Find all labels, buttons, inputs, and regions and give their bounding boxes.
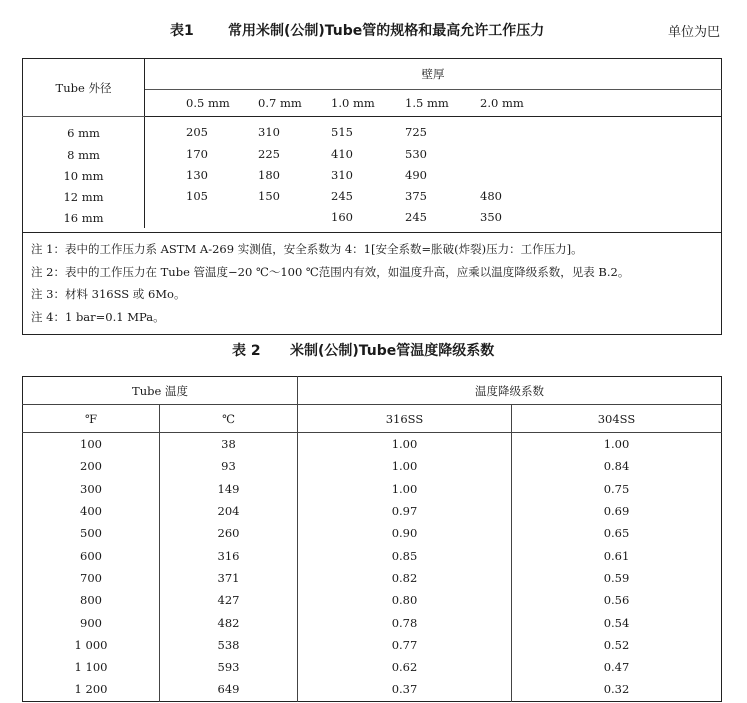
celsius-cell: 316 — [160, 544, 298, 566]
pressure-value: 150 — [258, 188, 280, 203]
col-celsius: ℃ — [160, 405, 298, 433]
factor-304ss-cell: 0.59 — [603, 570, 630, 585]
wall-thickness-label: 1.5 mm — [405, 96, 449, 110]
celsius-cell: 93 — [160, 455, 298, 477]
celsius-cell: 538 — [160, 634, 298, 656]
factor-304ss-cell: 0.61 — [603, 548, 630, 563]
pressure-value: 205 — [186, 124, 208, 139]
factor-304ss-cell: 0.47 — [603, 660, 630, 675]
factor-316ss-cell: 0.62 — [298, 656, 512, 678]
col-304ss: 304SS — [512, 405, 722, 433]
note-4: 注 4：1 bar=0.1 MPa。 — [31, 309, 165, 324]
pressure-value: 375 — [405, 188, 427, 203]
table1-title-row — [0, 20, 747, 42]
factor-304ss-cell: 0.32 — [603, 682, 630, 697]
pressure-value: 530 — [405, 146, 427, 161]
pressure-value: 160 — [331, 209, 353, 224]
fahrenheit-cell: 100 — [23, 433, 160, 456]
wall-thickness-row — [145, 90, 722, 117]
pressure-value: 225 — [258, 146, 280, 161]
fahrenheit-cell: 800 — [23, 589, 160, 611]
table2-row — [23, 611, 722, 633]
od-header: Tube 外径 — [23, 59, 145, 117]
pressure-value: 245 — [405, 209, 427, 224]
table1 — [22, 58, 722, 335]
pressure-value: 170 — [186, 146, 208, 161]
pressure-value: 130 — [186, 167, 208, 182]
wall-thickness-label: 2.0 mm — [480, 96, 524, 110]
note-2: 注 2：表中的工作压力在 Tube 管温度−20 ℃～100 ℃范围内有效，如温度升高，应乘以温度降级系数，见表 B.2。 — [31, 264, 630, 279]
factor-304ss-cell: 1.00 — [603, 437, 630, 452]
fahrenheit-cell: 1 200 — [23, 678, 160, 701]
wall-header: 壁厚 — [145, 59, 722, 90]
celsius-cell: 260 — [160, 522, 298, 544]
factor-316ss-cell: 0.78 — [298, 611, 512, 633]
table2-row — [23, 433, 722, 456]
pressure-value: 350 — [480, 209, 502, 224]
table2-row — [23, 522, 722, 544]
factor-header: 温度降级系数 — [298, 377, 722, 405]
table2-title-row — [0, 340, 747, 362]
celsius-cell: 149 — [160, 478, 298, 500]
table1-row — [23, 165, 722, 186]
factor-304ss-cell: 0.54 — [603, 615, 630, 630]
fahrenheit-cell: 700 — [23, 567, 160, 589]
temp-header: Tube 温度 — [23, 377, 298, 405]
fahrenheit-cell: 1 100 — [23, 656, 160, 678]
table2-row — [23, 678, 722, 701]
fahrenheit-cell: 200 — [23, 455, 160, 477]
od-cell: 6 mm — [23, 117, 145, 145]
col-fahrenheit: ℉ — [23, 405, 160, 433]
table2-label: 表 2 — [232, 343, 261, 359]
table2-row — [23, 589, 722, 611]
table1-title: 常用米制(公制)Tube管的规格和最高允许工作压力 — [228, 23, 545, 39]
fahrenheit-cell: 1 000 — [23, 634, 160, 656]
od-cell: 10 mm — [23, 165, 145, 186]
fahrenheit-cell: 400 — [23, 500, 160, 522]
wall-thickness-label: 0.5 mm — [186, 96, 230, 110]
factor-316ss-cell: 0.77 — [298, 634, 512, 656]
factor-316ss-cell: 1.00 — [298, 433, 512, 456]
table1-unit: 单位为巴 — [667, 25, 720, 40]
table2-row — [23, 656, 722, 678]
od-cell: 12 mm — [23, 186, 145, 207]
factor-316ss-cell: 0.90 — [298, 522, 512, 544]
notes — [23, 233, 722, 335]
pressure-value: 515 — [331, 124, 353, 139]
factor-304ss-cell: 0.56 — [603, 593, 630, 608]
pressure-value: 180 — [258, 167, 280, 182]
celsius-cell: 204 — [160, 500, 298, 522]
factor-304ss-cell: 0.84 — [603, 459, 630, 474]
od-cell: 16 mm — [23, 207, 145, 228]
pressure-value: 105 — [186, 188, 208, 203]
factor-316ss-cell: 0.80 — [298, 589, 512, 611]
table2-title: 米制(公制)Tube管温度降级系数 — [290, 343, 495, 359]
wall-thickness-label: 1.0 mm — [331, 96, 375, 110]
table2-row — [23, 544, 722, 566]
celsius-cell: 371 — [160, 567, 298, 589]
table2-row — [23, 455, 722, 477]
od-cell: 8 mm — [23, 144, 145, 165]
table1-row — [23, 117, 722, 145]
factor-316ss-cell: 0.82 — [298, 567, 512, 589]
factor-304ss-cell: 0.75 — [603, 481, 630, 496]
table2-row — [23, 567, 722, 589]
factor-316ss-cell: 1.00 — [298, 455, 512, 477]
pressure-value: 310 — [331, 167, 353, 182]
table2 — [22, 376, 722, 702]
factor-316ss-cell: 0.85 — [298, 544, 512, 566]
table1-row — [23, 144, 722, 165]
factor-316ss-cell: 0.97 — [298, 500, 512, 522]
table1-label: 表1 — [170, 23, 194, 39]
pressure-value: 310 — [258, 124, 280, 139]
fahrenheit-cell: 600 — [23, 544, 160, 566]
factor-304ss-cell: 0.52 — [603, 637, 630, 652]
fahrenheit-cell: 500 — [23, 522, 160, 544]
celsius-cell: 649 — [160, 678, 298, 701]
table2-row — [23, 634, 722, 656]
pressure-value: 245 — [331, 188, 353, 203]
fahrenheit-cell: 300 — [23, 478, 160, 500]
factor-316ss-cell: 0.37 — [298, 678, 512, 701]
celsius-cell: 427 — [160, 589, 298, 611]
factor-304ss-cell: 0.69 — [603, 504, 630, 519]
celsius-cell: 593 — [160, 656, 298, 678]
pressure-value: 725 — [405, 124, 427, 139]
celsius-cell: 38 — [160, 433, 298, 456]
pressure-value: 490 — [405, 167, 427, 182]
col-316ss: 316SS — [298, 405, 512, 433]
fahrenheit-cell: 900 — [23, 611, 160, 633]
wall-thickness-label: 0.7 mm — [258, 96, 302, 110]
note-3: 注 3：材料 316SS 或 6Mo。 — [31, 287, 186, 301]
table1-row — [23, 207, 722, 228]
pressure-value: 480 — [480, 188, 502, 203]
pressure-value: 410 — [331, 146, 353, 161]
note-1: 注 1：表中的工作压力系 ASTM A-269 实测值，安全系数为 4：1[安全系数=胀破(炸裂)压力：工作压力]。 — [31, 242, 583, 256]
celsius-cell: 482 — [160, 611, 298, 633]
table1-row — [23, 186, 722, 207]
factor-316ss-cell: 1.00 — [298, 478, 512, 500]
factor-304ss-cell: 0.65 — [603, 526, 630, 541]
table2-row — [23, 478, 722, 500]
table2-row — [23, 500, 722, 522]
